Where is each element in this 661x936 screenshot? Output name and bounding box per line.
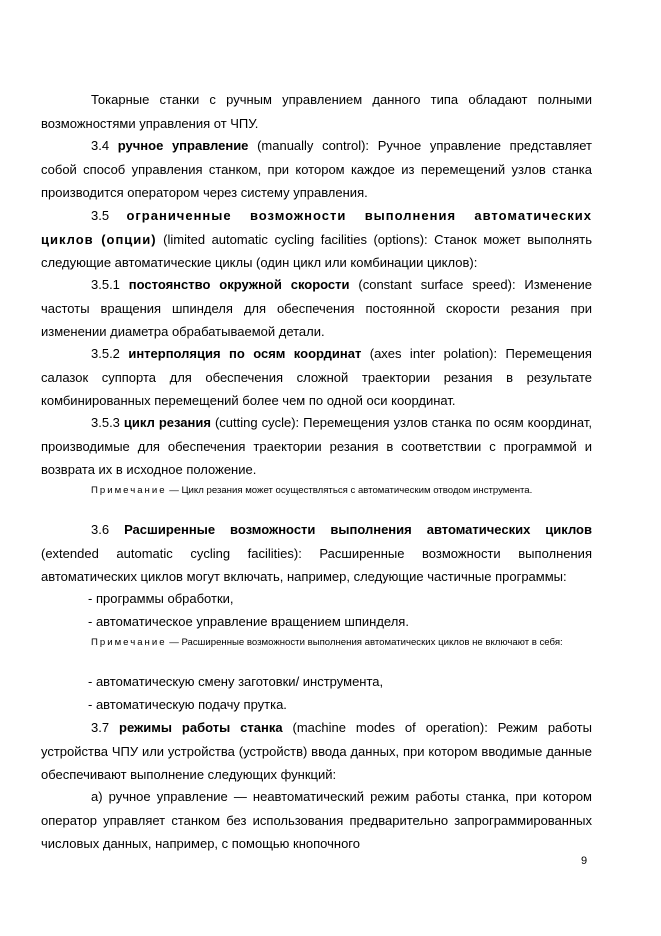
paragraph-3-6: 3.6 Расширенные возможности выполнения автоматических циклов (extended automatic cycling facilities): Расширенные возможности выполнения автоматических циклов могут включать, например, следующие частичные программы: <box>41 522 592 584</box>
term-extended-cycles: Расширенные возможности выполнения автоматических циклов <box>124 522 592 537</box>
paragraph-3-5-3: 3.5.3 цикл резания (cutting cycle): Перемещения узлов станка по осям координат, производимые для обеспечения траектории резания в соответствии с программой и возврата их в исходное положение. <box>41 415 592 477</box>
list-item: - автоматическую смену заготовки/ инструмента, <box>88 674 384 689</box>
list-item: - автоматическую подачу прутка. <box>88 697 287 712</box>
paragraph-3-5-2: 3.5.2 интерполяция по осям координат (axes inter polation): Перемещения салазок суппорта для обеспечения сложной траектории резания в результате комбинированных перемещений более чем по одной оси координат. <box>41 346 592 408</box>
term-axes-interpolation: интерполяция по осям координат <box>128 346 362 361</box>
term-cutting-cycle: цикл резания <box>123 415 211 430</box>
page-number: 9 <box>581 855 588 867</box>
term-machine-modes: режимы работы станка <box>119 720 283 735</box>
term-limited-cycles: ограниченные возможности выполнения автоматических циклов (опции) <box>41 208 592 247</box>
note-cutting-cycle: Примечание — Цикл резания может осуществляться с автоматическим отводом инструмента. <box>91 485 533 496</box>
paragraph-3-7: 3.7 режимы работы станка (machine modes of operation): Режим работы устройства ЧПУ или устройства (устройств) ввода данных, при котором вводимые данные обеспечивают выполнение следующих функций: <box>41 720 592 782</box>
term-manual-control: ручное управление <box>117 138 249 153</box>
note-extended-cycles: Примечание — Расширенные возможности выполнения автоматических циклов не включают в себя: <box>91 637 563 648</box>
paragraph-intro: Токарные станки с ручным управлением данного типа обладают полными возможностями управления от ЧПУ. <box>41 92 592 131</box>
paragraph-3-5: 3.5 ограниченные возможности выполнения автоматических циклов (опции) (limited automatic cycling facilities (options): Станок может выполнять следующие автоматические циклы (один цикл или комбинации циклов): <box>41 208 592 270</box>
term-constant-speed: постоянство окружной скорости <box>128 277 350 292</box>
paragraph-3-5-1: 3.5.1 постоянство окружной скорости (constant surface speed): Изменение частоты вращения шпинделя для обеспечения постоянной скорости резания при изменении диаметра обрабатываемой детали. <box>41 277 592 339</box>
paragraph-manual-mode: а) ручное управление — неавтоматический режим работы станка, при котором оператор управляет станком без использования предварительно запрограммированных числовых данных, например, с помощью кнопочного <box>41 789 592 851</box>
list-item: - программы обработки, <box>88 591 234 606</box>
list-item: - автоматическое управление вращением шпинделя. <box>88 614 409 629</box>
paragraph-3-4: 3.4 ручное управление (manually control): Ручное управление представляет собой способ управления станком, при котором каждое из перемещений узлов станка производится оператором через систему управления. <box>41 138 592 200</box>
